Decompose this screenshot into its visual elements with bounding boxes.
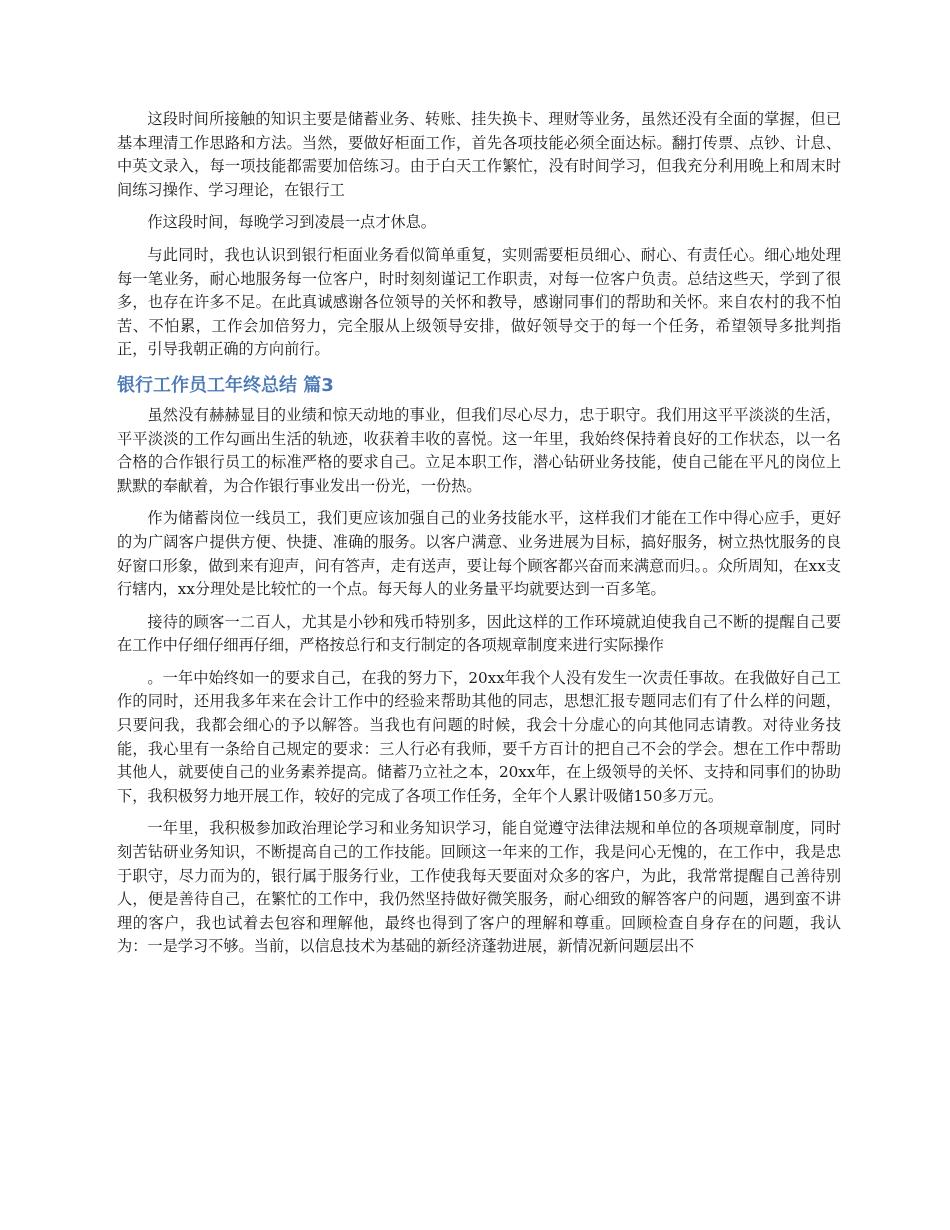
- document-page: [117, 108, 841, 968]
- paragraph: 与此同时，我也认识到银行柜面业务看似简单重复，实则需要柜员细心、耐心、有责任心。细心地处理每一笔业务，耐心地服务每一位客户，时时刻刻谨记工作职责，对每一位客户负责。总结这些天，学到了很多，也存在许多不足。在此真诚感谢各位领导的关怀和教导，感谢同事们的帮助和关怀。来自农村的我不怕苦、不怕累，工作会加倍努力，完全服从上级领导安排，做好领导交于的每一个任务，希望领导多批判指正，引导我朝正确的方向前行。: [117, 245, 841, 359]
- paragraph: 一年里，我积极参加政治理论学习和业务知识学习，能自觉遵守法律法规和单位的各项规章制度，同时刻苦钻研业务知识，不断提高自己的工作技能。回顾这一年来的工作，我是问心无愧的，在工作中，我是忠于职守，尽力而为的，银行属于服务行业，工作使我每天要面对众多的客户，为此，我常常提醒自己善待别人，便是善待自己，在繁忙的工作中，我仍然坚持做好微笑服务，耐心细致的解答客户的问题，遇到蛮不讲理的客户，我也试着去包容和理解他，最终也得到了客户的理解和尊重。回顾检查自身存在的问题，我认为：一是学习不够。当前，以信息技术为基础的新经济蓬勃进展，新情况新问题层出不: [117, 819, 841, 956]
- section-1: [117, 108, 841, 362]
- paragraph: 。一年中始终如一的要求自己，在我的努力下，20xx年我个人没有发生一次责任事故。在我做好自己工作的同时，还用我多年来在会计工作中的经验来帮助其他的同志，思想汇报专题同志们有了什么样的问题，只要问我，我都会细心的予以解答。当我也有问题的时候，我会十分虚心的向其他同志请教。对待业务技能，我心里有一条给自己规定的要求：三人行必有我师，要千方百计的把自己不会的学会。想在工作中帮助其他人，就要使自己的业务素养提高。储蓄乃立社之本，20xx年，在上级领导的关怀、支持和同事们的协助下，我积极努力地开展工作，较好的完成了各项工作任务，全年个人累计吸储150多万元。: [117, 668, 841, 805]
- paragraph: 这段时间所接触的知识主要是储蓄业务、转账、挂失换卡、理财等业务，虽然还没有全面的掌握，但已基本理清工作思路和方法。当然，要做好柜面工作，首先各项技能必须全面达标。翻打传票、点钞、计息、中英文录入，每一项技能都需要加倍练习。由于白天工作繁忙，没有时间学习，但我充分利用晚上和周末时间练习操作、学习理论，在银行工: [117, 110, 841, 199]
- paragraph: 作为储蓄岗位一线员工，我们更应该加强自己的业务技能水平，这样我们才能在工作中得心应手，更好的为广阔客户提供方便、快捷、准确的服务。以客户满意、业务进展为目标，搞好服务，树立热忱服务的良好窗口形象，做到来有迎声，问有答声，走有送声，要让每个顾客都兴奋而来满意而归。。众所周知，在xx支行辖内，xx分理处是比较忙的一个点。每天每人的业务量平均就要达到一百多笔。: [117, 509, 841, 599]
- section-2: [117, 373, 841, 959]
- paragraph: 接待的顾客一二百人，尤其是小钞和残币特别多，因此这样的工作环境就迫使我自己不断的提醒自己要在工作中仔细仔细再仔细，严格按总行和支行制定的各项规章制度来进行实际操作: [117, 612, 841, 655]
- section-heading: 银行工作员工年终总结 篇3: [117, 374, 334, 396]
- paragraph: 作这段时间，每晚学习到凌晨一点才休息。: [147, 213, 436, 232]
- paragraph: 虽然没有赫赫显目的业绩和惊天动地的事业，但我们尽心尽力，忠于职守。我们用这平平淡淡的生活，平平淡淡的工作勾画出生活的轨迹，收获着丰收的喜悦。这一年里，我始终保持着良好的工作状态，以一名合格的合作银行员工的标准严格的要求自己。立足本职工作，潜心钻研业务技能，使自己能在平凡的岗位上默默的奉献着，为合作银行事业发出一份光，一份热。: [117, 405, 841, 495]
